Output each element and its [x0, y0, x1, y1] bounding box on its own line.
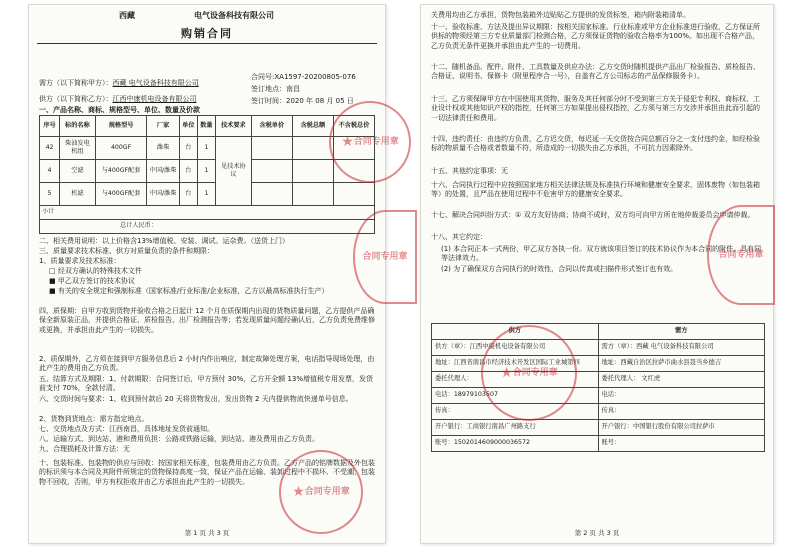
table-cell: 4 [40, 160, 60, 183]
table-cell: 机滤 [60, 183, 96, 206]
table-cell: 中国/潍柴 [147, 160, 179, 183]
clause-18: 十八、其它约定： [431, 233, 487, 241]
sig-cell: 需方（章）：西藏 电气设备科技有限公司 [598, 340, 765, 356]
clause-17: 十七、解决合同纠纷方式：① 双方友好协商；协商不成时，双方均可向甲方所在地仲裁委员会申请仲裁。 [431, 211, 755, 219]
col-header: 规格型号 [95, 116, 147, 137]
table-cell: 台 [179, 183, 197, 206]
clause-11: 十一、验收标准、方法及提出异议期限：按相关国家标准、行业标准或甲方企业标准进行验收，乙方保证所供标的物须经第三方专业质量部门检测合格，乙方须保证货物的验收合格率为100%。如出现不合格产品，乙方负责无条件更换并承担由此产生的一切费用。 [431, 23, 760, 50]
table-cell [251, 160, 292, 183]
table-header-row [40, 116, 375, 137]
table-cell: 1 [197, 137, 215, 160]
buyer-header: 需方 [598, 324, 765, 340]
table-cell: 台 [179, 137, 197, 160]
table-cell: 空滤 [60, 160, 96, 183]
table-cell: 400GF [95, 137, 147, 160]
sig-cell: 传真： [598, 404, 765, 420]
sig-cell: 账号： [598, 436, 765, 452]
table-cell [292, 160, 333, 183]
clause-5: 五、结算方式及期限：1、付款期限：合同签订后，甲方预付 30%，乙方开全额 13%增值税专用发票，发货前支付 70%，全款付清。 [39, 375, 374, 393]
table-cell [333, 183, 374, 206]
table-cell: 与400GF配套 [95, 160, 147, 183]
seal-text: 合同专用章 [718, 249, 764, 260]
clause-3-1: 1、质量要求及技术标准： [39, 257, 121, 265]
supplier-seal [481, 325, 577, 421]
star-icon: ★ [500, 364, 513, 381]
company-seal [329, 101, 411, 183]
clause-18-2: (2) 为了确保双方合同执行的时效性，合同以传真或扫描件形式签订也有效。 [441, 265, 678, 273]
col-header: 技术要求 [215, 116, 251, 137]
seller-line [39, 95, 197, 104]
table-cell: 42 [40, 137, 60, 160]
supplier-header: 供方 [432, 324, 599, 340]
total-row [40, 220, 375, 234]
seller-name: 江西中康机电设备有限公司 [112, 95, 197, 103]
buyer-seal-edge [707, 205, 775, 305]
seller-label: 供方（以下简称乙方）： [39, 95, 113, 103]
col-header: 序号 [40, 116, 60, 137]
document-title: 购销合同 [181, 27, 233, 40]
buyer-line [39, 79, 199, 88]
clause-10: 十、包装标准、包装物的供应与回收：按国家相关标准，包装费用由乙方负责。乙方产品的铭牌数据及外包装的标识须与本合同及其附件所规定的货物保持高度一致，保证产品在运输、装卸过程中不损坏、不受潮，包装物不回收，否则，甲方有权拒收并由乙方承担由此产生的一切损失。 [39, 459, 375, 486]
sig-cell: 传真： [432, 404, 599, 420]
table-cell: 1 [197, 160, 215, 183]
sig-cell: 地址：江西省南昌市经济技术开发区国际工业城第四 [432, 356, 599, 372]
clause-14: 十四、违约责任：由违约方负责，乙方迟交货，每迟延一天交货按合同总额百分之一支付违约金，如经检验标的物质量不合格或者数量不符，所造成的一切损失由乙方承担，不可抗力因素除外。 [431, 135, 760, 153]
col-header: 含税单价 [251, 116, 292, 137]
subtotal-row [40, 206, 375, 220]
header-region: 西藏 [119, 11, 135, 20]
sig-cell: 委托代理人： 文红虎 [598, 372, 765, 388]
sig-cell: 开户银行：中国银行股份有限公司拉萨市 [598, 420, 765, 436]
buyer-name: 西藏 电气设备科技有限公司 [112, 79, 199, 87]
clause-16: 十六、合同执行过程中应按照国家地方相关法律法规及标准执行环境和健康安全要求，固体废物（如包装箱等）的处置，且严品在使用过程中不危害甲方的健康安全要求。 [431, 181, 760, 199]
contract-number: 合同号:XA1597-20200805-076 [251, 73, 356, 81]
table-cell: 台 [179, 160, 197, 183]
col-header: 标的名称 [60, 116, 96, 137]
option-special-docs: □ 经双方确认的特殊技术文件 [49, 267, 142, 275]
buyer-label: 需方（以下简称甲方）： [39, 79, 113, 87]
subtotal-label: 小计 [40, 206, 375, 220]
contract-page-1 [28, 4, 408, 544]
clause-4-2: 2、质保期外，乙方须在接到甲方服务信息后 2 小时内作出响应，制定故障处理方案，电话指导现场处理，由此产生的费用由乙方负责。 [39, 355, 375, 373]
table-row [432, 340, 765, 356]
clause-15: 十五、其他约定事项：无 [431, 167, 508, 175]
seal-text: 合同专用章 [512, 367, 558, 378]
table-row [432, 436, 765, 452]
page-number: 第 1 页 共 3 页 [184, 529, 230, 538]
table-row [40, 137, 375, 160]
table-row [40, 183, 375, 206]
clause-18-1: (1) 本合同正本一式两份，甲乙双方各执一份。双方就该项目签订的技术协议作为本合同的附件，具有同等法律效力。 [441, 245, 762, 263]
product-table [39, 115, 375, 234]
table-cell: 柴油发电机组 [60, 137, 96, 160]
col-header: 含税总额 [292, 116, 333, 137]
col-header: 单位 [179, 116, 197, 137]
seal-text: 合同专用章 [362, 251, 408, 262]
seal-text: 合同专用章 [353, 136, 399, 147]
table-row [432, 420, 765, 436]
seal-text: 合同专用章 [304, 486, 350, 497]
sig-cell: 地址：西藏自治区拉萨市曲水县聂当乡德吉 [598, 356, 765, 372]
sig-cell: 电话：18979103507 [432, 388, 599, 404]
table-cell: 潍柴 [147, 137, 179, 160]
clause-13: 十三、乙方须保障甲方在中国使用其货物、服务及其任何部分时不受到第三方关于侵犯专利权、商标权、工业设计权或其他知识产权的指控，任何第三方如果提出侵权指控，乙方须与第三方交涉并承担由此而引起的一切法律责任和费用。 [431, 95, 760, 122]
option-tech-agreement: ■ 甲乙双方签订的技术协议 [49, 277, 135, 285]
clause-1-heading: 一、产品名称、商标、规格型号、单位、数量及价款 [39, 106, 200, 114]
divider [37, 43, 377, 44]
company-seal [279, 450, 363, 534]
table-row [432, 388, 765, 404]
table-cell [251, 183, 292, 206]
table-cell: 与400GF配套 [95, 183, 147, 206]
table-cell [292, 137, 333, 160]
col-header: 厂家 [147, 116, 179, 137]
clause-2: 二、相关费用说明：以上价格含13%增值税、安装、调试、运杂费。（送货上门） [39, 237, 290, 245]
clause-10-cont: 关费用均由乙方承担，货物包装箱外边贴贴乙方提供的发货标签，箱内附装箱清单。 [431, 11, 690, 19]
sign-place: 签订地点：南昌 [251, 85, 300, 93]
clause-12: 十二、随机备品、配件、附件、工具数量及供应办法：乙方交货时随机提供产品出厂检验报告、质检报告、合格证、说明书、保修卡（附里程序合一号），自盖有乙方公司标志的产品保修服务卡）。 [431, 63, 760, 81]
clause-6-2: 2、货物到货地点：需方指定地点。 [39, 415, 149, 423]
option-safety-standard: ■ 有关的安全规定和强制标准（国家标准/行业标准/企业标准，乙方以最高标准执行生产） [49, 287, 329, 295]
seal-edge-mark [353, 210, 417, 304]
table-row [40, 160, 375, 183]
sig-cell: 供方（章）：江西中康机电设备有限公司 [432, 340, 599, 356]
table-cell [292, 183, 333, 206]
sig-cell: 电话： [598, 388, 765, 404]
page-number: 第 2 页 共 3 页 [574, 529, 620, 538]
sign-date: 签订时间：2020 年 08 月 05 日 [251, 97, 354, 105]
signature-table [431, 323, 765, 452]
clause-8: 八、运输方式、到达站、港和费用负担：公路或铁路运输，到达站、港及费用由乙方负责。 [39, 435, 319, 443]
clause-3: 三、质量要求技术标准、供方对质量负责的条件和期限： [39, 247, 214, 255]
sig-cell: 开户银行：工商银行南昌广州路支行 [432, 420, 599, 436]
clause-7: 七、交货地点及方式：江西南昌，具体地址发货前通知。 [39, 425, 214, 433]
header-company: 电气设备科技有限公司 [194, 11, 274, 20]
contract-page-2 [420, 4, 774, 544]
table-row [432, 404, 765, 420]
star-icon: ★ [292, 483, 305, 500]
sig-cell: 委托代理人： [432, 372, 599, 388]
sig-header-row [432, 324, 765, 340]
table-cell [251, 137, 292, 160]
star-icon: ★ [341, 133, 354, 150]
table-cell: 1 [197, 183, 215, 206]
table-cell: 5 [40, 183, 60, 206]
table-cell: 见技术协议 [215, 137, 251, 206]
table-cell: 中国/潍柴 [147, 183, 179, 206]
total-label: 总计人民币： [40, 220, 375, 234]
clause-9: 九、合理损耗及计算方法：无 [39, 445, 130, 453]
col-header: 不含税总价 [333, 116, 374, 137]
col-header: 数量 [197, 116, 215, 137]
clause-4: 四、质保期：自甲方收到货物并验收合格之日起计 12 个月在质保期内出现的货物质量问题，乙方提供产品确保全新原装正品，并提供合格证、质检报告、出厂检测报告等；若发现质量问题经确认后，乙方负责免费维修或更换，并承担由此产生的一切损失。 [39, 307, 375, 334]
clause-6: 六、交货时间与要求：1、收到预付款后 20 天将货物发出，发出货物 2 天内提供物流快递单号信息。 [39, 395, 353, 403]
page-header [29, 11, 385, 23]
sig-cell: 账号：1502014609000036572 [432, 436, 599, 452]
